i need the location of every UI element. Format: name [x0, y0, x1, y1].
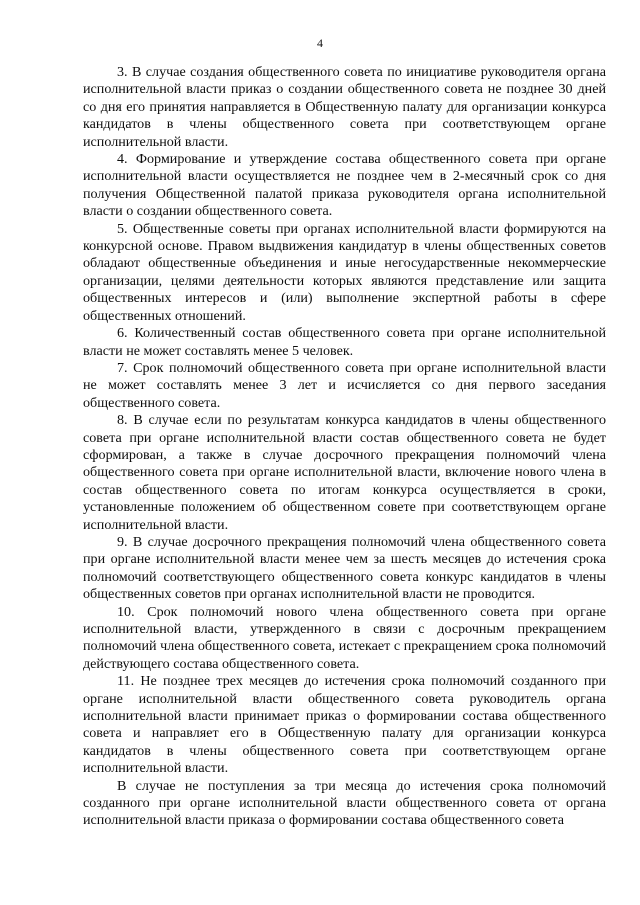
- paragraph-5: 5. Общественные советы при органах исполнительной власти формируются на конкурсной основе. Правом выдвижения кандидатур в члены общественных советов обладают общественные объединения и иные негосударственные некоммерческие организации, целями деятельности которых являются представление или защита общественных интересов и (или) выполнение экспертной работы в сфере общественных отношений.: [83, 220, 606, 324]
- paragraph-9: 9. В случае досрочного прекращения полномочий члена общественного совета при органе исполнительной власти менее чем за шесть месяцев до истечения срока полномочий соответствующего общественного совета конкурс кандидатов в члены общественных советов при органах исполнительной власти не проводится.: [83, 533, 606, 603]
- paragraph-6: 6. Количественный состав общественного совета при органе исполнительной власти не может составлять менее 5 человек.: [83, 325, 606, 359]
- page-number: 4: [317, 36, 323, 50]
- paragraph-3: 3. В случае создания общественного совета по инициативе руководителя органа исполнительной власти приказ о создании общественного совета не позднее 30 дней со дня его принятия направляется в Общественную палату для организации конкурса кандидатов в члены общественного совета при соответствующем органе исполнительной власти.: [83, 64, 606, 150]
- paragraph-11-continuation: В случае не поступления за три месяца до истечения срока полномочий созданного при органе исполнительной власти общественного совета от органа исполнительной власти приказа о формировании состава общественного совета: [83, 777, 606, 829]
- document-body: [83, 64, 606, 830]
- paragraph-11: 11. Не позднее трех месяцев до истечения срока полномочий созданного при органе исполнительной власти общественного совета руководитель органа исполнительной власти принимает приказ о формировании состава общественного совета и направляет его в Общественную палату для организации конкурса кандидатов в члены общественного совета при соответствующем органе исполнительной власти.: [83, 673, 606, 777]
- paragraph-8: 8. В случае если по результатам конкурса кандидатов в члены общественного совета при органе исполнительной власти состав общественного совета не будет сформирован, а также в случае досрочного прекращения полномочий члена общественного совета при органе исполнительной власти, включение нового члена в состав общественного совета по итогам конкурса осуществляется в сроки, установленные положением об общественном совете при соответствующем органе исполнительной власти.: [83, 412, 606, 533]
- paragraph-7: 7. Срок полномочий общественного совета при органе исполнительной власти не может составлять менее 3 лет и исчисляется со дня первого заседания общественного совета.: [83, 359, 606, 411]
- paragraph-10: 10. Срок полномочий нового члена общественного совета при органе исполнительной власти, утвержденного в связи с досрочным прекращением полномочий члена общественного совета, истекает с прекращением срока полномочий действующего состава общественного совета.: [83, 603, 606, 672]
- paragraph-4: 4. Формирование и утверждение состава общественного совета при органе исполнительной власти осуществляется не позднее чем в 2-месячный срок со дня получения Общественной палатой приказа руководителя органа исполнительной власти о создании общественного совета.: [83, 151, 606, 220]
